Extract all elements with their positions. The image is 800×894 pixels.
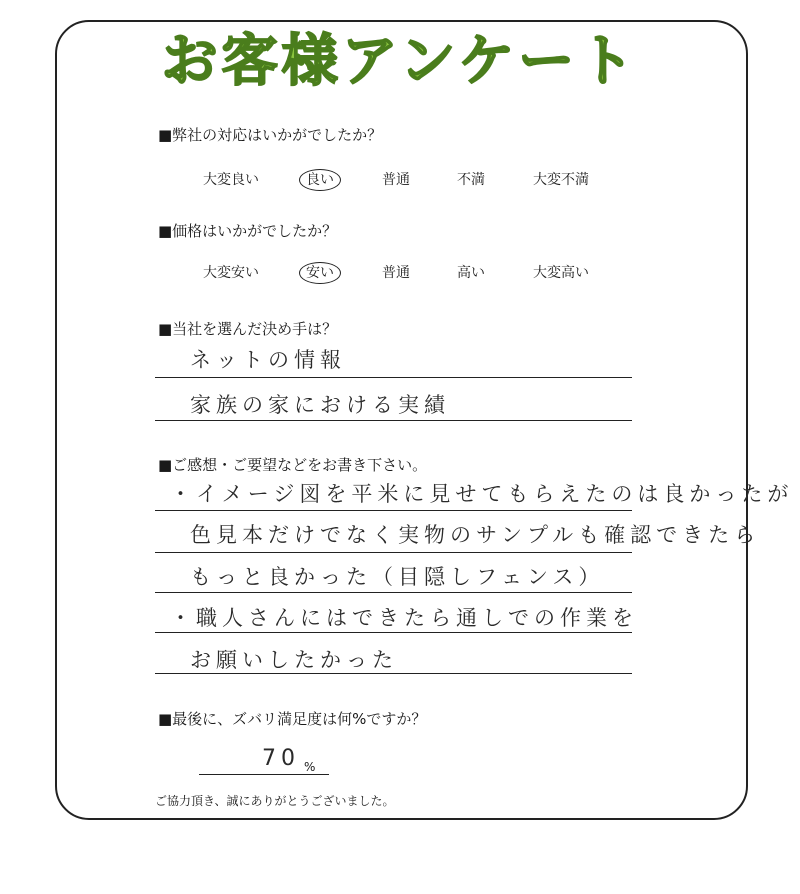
answer-line-rule [155, 592, 632, 593]
answer-satisfaction-unit: % [304, 760, 316, 774]
option-service-very-unsatisfied[interactable]: 大変不満 [533, 172, 589, 188]
answer-reason-line-2: 家族の家における実績 [190, 393, 450, 417]
question-comments-label: ■ご感想・ご要望などをお書き下さい。 [158, 456, 428, 474]
answer-satisfaction-rule [199, 774, 329, 775]
question-satisfaction-label: ■最後に、ズバリ満足度は何%ですか？ [158, 710, 427, 728]
answer-comment-line-4: ・職人さんにはできたら通しでの作業を [170, 606, 638, 630]
answer-line-rule [155, 510, 632, 511]
question-service-options [0, 168, 800, 192]
option-service-good-selected[interactable]: 良い [299, 169, 341, 191]
question-service-label: ■弊社の対応はいかがでしたか？ [158, 126, 383, 144]
option-price-normal[interactable]: 普通 [382, 265, 410, 281]
answer-line-rule [155, 377, 632, 378]
answer-comment-line-3: もっと良かった（目隠しフェンス） [190, 565, 605, 589]
option-service-very-good[interactable]: 大変良い [203, 172, 259, 188]
answer-satisfaction-value: 70 [262, 746, 300, 771]
option-service-normal[interactable]: 普通 [382, 172, 410, 188]
option-price-very-expensive[interactable]: 大変高い [533, 265, 589, 281]
option-price-cheap-selected[interactable]: 安い [299, 262, 341, 284]
survey-title: お客様アンケート [161, 29, 639, 94]
question-price-label: ■価格はいかがでしたか？ [158, 222, 338, 240]
option-service-unsatisfied[interactable]: 不満 [457, 172, 485, 188]
answer-reason-line-1: ネットの情報 [190, 348, 346, 372]
answer-line-rule [155, 420, 632, 421]
answer-line-rule [155, 552, 632, 553]
option-price-expensive[interactable]: 高い [457, 265, 485, 281]
thank-you-footer: ご協力頂き、誠にありがとうございました。 [155, 794, 395, 808]
answer-line-rule [155, 673, 632, 674]
question-reason-label: ■当社を選んだ決め手は？ [158, 320, 338, 338]
question-price-options [0, 261, 800, 285]
answer-line-rule [155, 632, 632, 633]
answer-comment-line-2: 色見本だけでなく実物のサンプルも確認できたら [190, 523, 761, 547]
answer-comment-line-5: お願いしたかった [190, 648, 398, 672]
answer-comment-line-1: ・イメージ図を平米に見せてもらえたのは良かったが [170, 482, 794, 506]
option-price-very-cheap[interactable]: 大変安い [203, 265, 259, 281]
